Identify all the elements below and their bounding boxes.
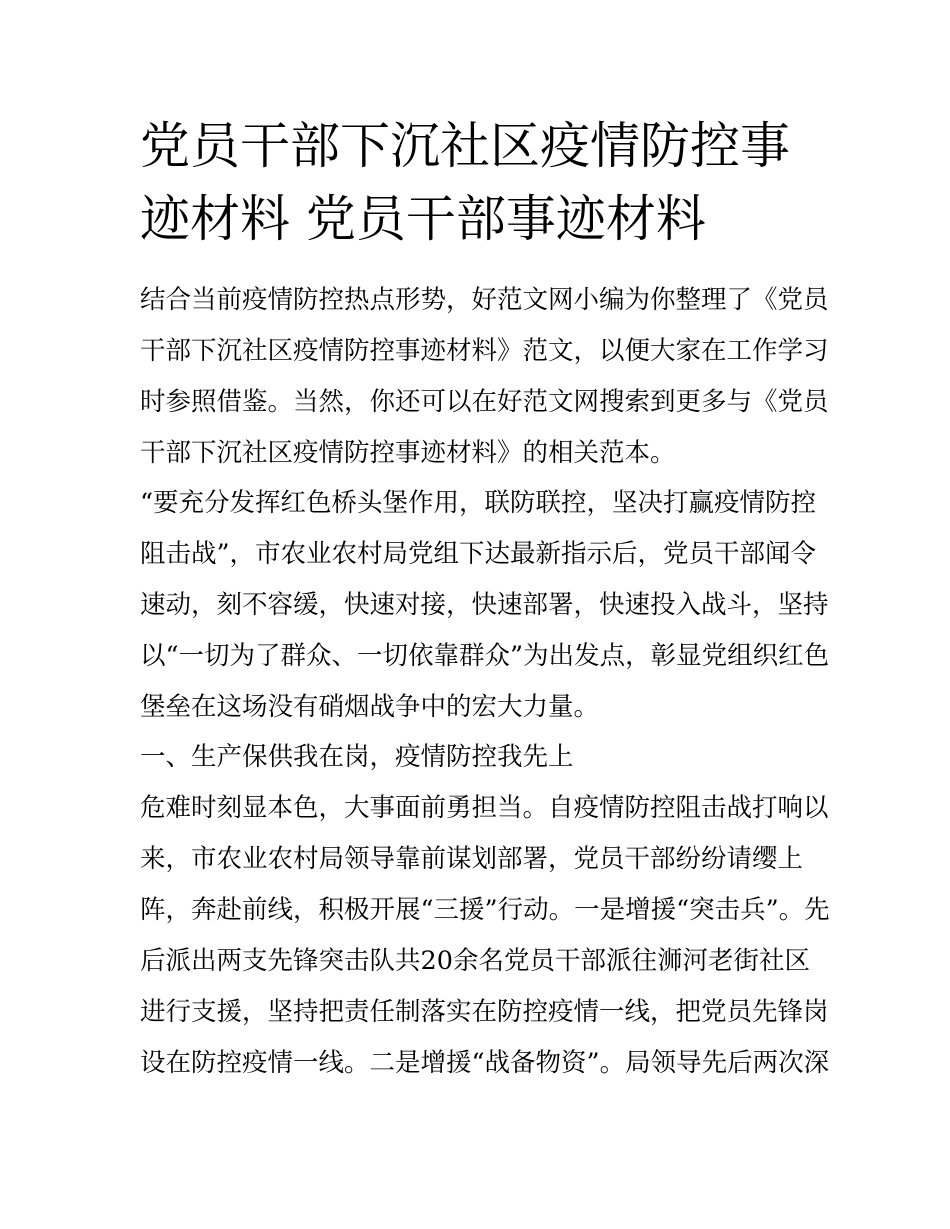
body-line-9: 堡垒在这场没有硝烟战争中的宏大力量。	[140, 692, 600, 722]
body-line-8: 以“一切为了群众、一切依靠群众”为出发点，彰显党组织红色	[140, 641, 830, 671]
body-line-16: 设在防控疫情一线。二是增援“战备物资”。局领导先后两次深	[140, 1048, 830, 1078]
document-title-line-2: 迹材料 党员干部事迹材料	[140, 190, 706, 248]
body-line-15: 进行支援，坚持把责任制落实在防控疫情一线，把党员先锋岗	[140, 997, 829, 1027]
body-line-12: 来，市农业农村局领导靠前谋划部署，党员干部纷纷请缨上	[140, 844, 804, 874]
document-title-line-1: 党员干部下沉社区疫情防控事	[140, 117, 790, 175]
body-line-1: 结合当前疫情防控热点形势，好范文网小编为你整理了《党员	[140, 285, 829, 315]
section-heading-1: 一、生产保供我在岗，疫情防控我先上	[140, 742, 574, 772]
body-line-2: 干部下沉社区疫情防控事迹材料》范文，以便大家在工作学习	[140, 336, 829, 366]
body-line-4: 干部下沉社区疫情防控事迹材料》的相关范本。	[140, 438, 676, 468]
body-line-6: 阻击战”，市农业农村局党组下达最新指示后，党员干部闻令	[140, 539, 817, 569]
body-line-14: 后派出两支先锋突击队共20余名党员干部派往浉河老街社区	[140, 946, 810, 976]
body-line-3: 时参照借鉴。当然，你还可以在好范文网搜索到更多与《党员	[140, 387, 829, 417]
body-line-7: 速动，刻不容缓，快速对接，快速部署，快速投入战斗，坚持	[140, 590, 829, 620]
body-line-11: 危难时刻显本色，大事面前勇担当。自疫情防控阻击战打响以	[140, 793, 829, 823]
body-line-5: “要充分发挥红色桥头堡作用，联防联控，坚决打赢疫情防控	[140, 488, 817, 518]
body-line-13: 阵，奔赴前线，积极开展“三援”行动。一是增援“突击兵”。先	[140, 895, 830, 925]
